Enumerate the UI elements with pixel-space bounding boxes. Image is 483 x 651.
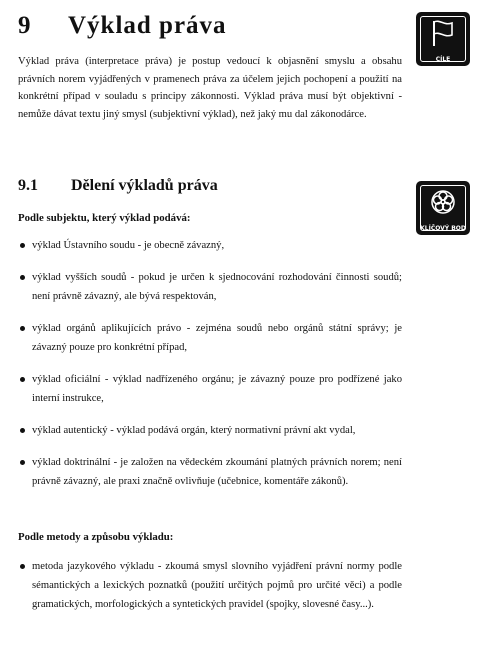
- list-item: metoda jazykového výkladu - zkoumá smysl slovního vyjádření právní normy podle sémantických a lexických poznatků (použití určitých pojmů pro určité věci) a podle gramatických, morfologických a syntetických pravidel (spojky, slovesné časy...).: [18, 557, 402, 614]
- flag-icon: [427, 18, 459, 48]
- list-item: výklad autentický - výklad podává orgán, který normativní právní akt vydal,: [18, 421, 402, 440]
- section-number: 9.1: [18, 177, 38, 194]
- subject-list: [18, 236, 402, 504]
- key-point-badge-label: KLÍČOVÝ BOD: [420, 225, 466, 232]
- method-heading: Podle metody a způsobu výkladu:: [18, 531, 174, 543]
- list-item: výklad oficiální - výklad nadřízeného orgánu; je závazný pouze pro podřízené jako interní instrukce,: [18, 370, 402, 408]
- goals-badge: [416, 12, 470, 66]
- list-item: výklad vyšších soudů - pokud je určen k sjednocování rozhodování činnosti soudů; není právně závazný, ale bývá respektován,: [18, 268, 402, 306]
- list-item: výklad Ústavního soudu - je obecně závazný,: [18, 236, 402, 255]
- chapter-heading: [18, 12, 227, 40]
- section-title: Dělení výkladů práva: [71, 177, 218, 194]
- key-point-badge: [416, 181, 470, 235]
- chapter-number: 9: [18, 12, 32, 39]
- flower-icon: [427, 187, 459, 217]
- intro-paragraph: Výklad práva (interpretace práva) je postup vedoucí k objasnění smyslu a obsahu právních norem vyjádřených v pramenech práva za účelem jejich pochopení a použití na konkrétní případ v souladu s principy zákonnosti. Výklad práva musí být objektivní - nemůže dávat textu jiný smysl (subjektivní výklad), než jaký mu dal zákonodárce.: [18, 56, 402, 120]
- subject-heading: Podle subjektu, který výklad podává:: [18, 212, 191, 224]
- chapter-title: Výklad práva: [68, 12, 227, 39]
- goals-badge-label: CÍLE: [435, 56, 451, 63]
- list-item: výklad orgánů aplikujících právo - zejména soudů nebo orgánů státní správy; je závazný pouze pro konkrétní případ,: [18, 319, 402, 357]
- section-heading: [18, 177, 218, 195]
- method-list: [18, 557, 402, 614]
- list-item: výklad doktrinální - je založen na vědeckém zkoumání platných právních norem; není právně závazný, ale praxi značně ovlivňuje (učebnice, komentáře zákonů).: [18, 453, 402, 491]
